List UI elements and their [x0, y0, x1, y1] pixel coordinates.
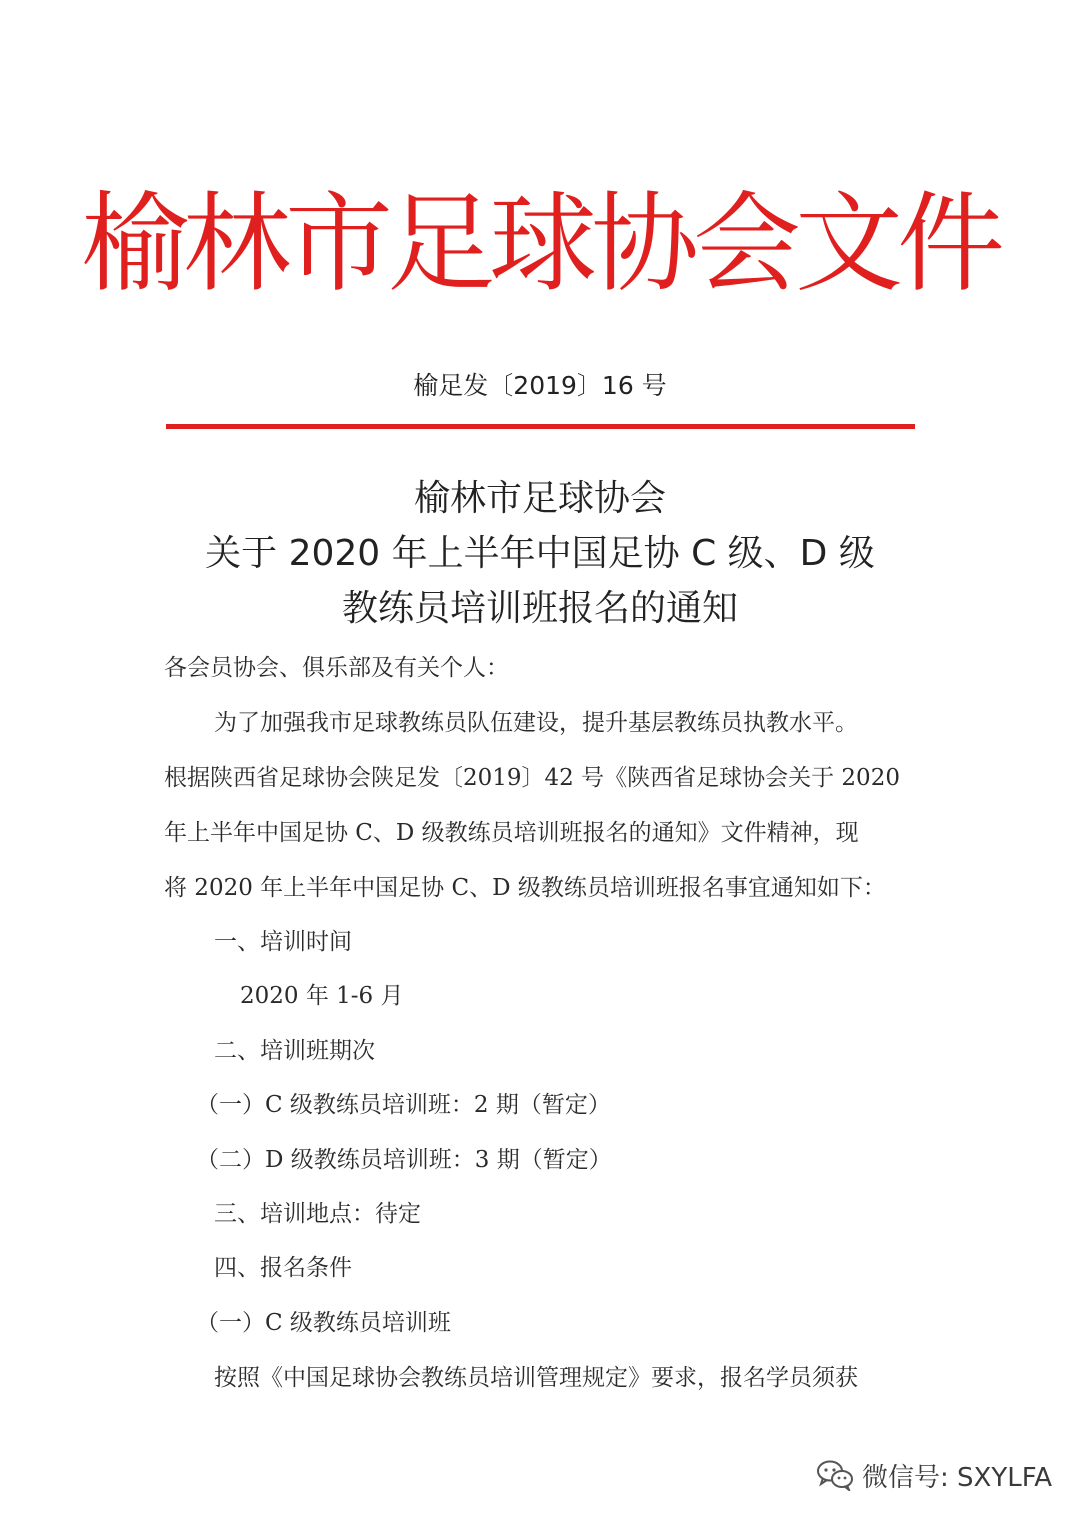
paragraph-line-1: 为了加强我市足球教练员队伍建设，提升基层教练员执教水平。: [214, 710, 858, 736]
notice-title-line-3: 教练员培训班报名的通知: [341, 588, 738, 629]
paragraph-line-3: 年上半年中国足协 C、D 级教练员培训班报名的通知》文件精神，现: [164, 820, 859, 846]
wechat-icon: [816, 1459, 854, 1491]
document-number: 榆足发〔2019〕16 号: [413, 371, 667, 400]
document-header-title: 榆林市足球协会文件: [80, 182, 999, 307]
section-4-item-1: （一）C 级教练员培训班: [196, 1310, 451, 1336]
notice-title-line-1: 榆林市足球协会: [413, 478, 666, 519]
section-1-text: 2020 年 1-6 月: [240, 983, 404, 1009]
notice-title-line-2: 关于 2020 年上半年中国足协 C 级、D 级: [205, 533, 875, 574]
section-1-heading: 一、培训时间: [214, 929, 352, 955]
section-2-item-1: （一）C 级教练员培训班：2 期（暂定）: [196, 1092, 611, 1118]
paragraph-line-2: 根据陕西省足球协会陕足发〔2019〕42 号《陕西省足球协会关于 2020: [164, 765, 900, 791]
section-2-heading: 二、培训班期次: [214, 1038, 375, 1064]
wechat-watermark: [816, 1453, 1056, 1497]
section-3: 三、培训地点：待定: [214, 1201, 421, 1227]
paragraph-line-4: 将 2020 年上半年中国足协 C、D 级教练员培训班报名事宜通知如下：: [164, 875, 886, 901]
section-4-text: 按照《中国足球协会教练员培训管理规定》要求，报名学员须获: [214, 1365, 858, 1391]
salutation: 各会员协会、俱乐部及有关个人：: [164, 655, 509, 681]
wechat-id-label: 微信号: SXYLFA: [862, 1462, 1053, 1493]
red-divider: [166, 424, 915, 429]
section-4-heading: 四、报名条件: [214, 1255, 352, 1281]
section-2-item-2: （二）D 级教练员培训班：3 期（暂定）: [196, 1147, 612, 1173]
